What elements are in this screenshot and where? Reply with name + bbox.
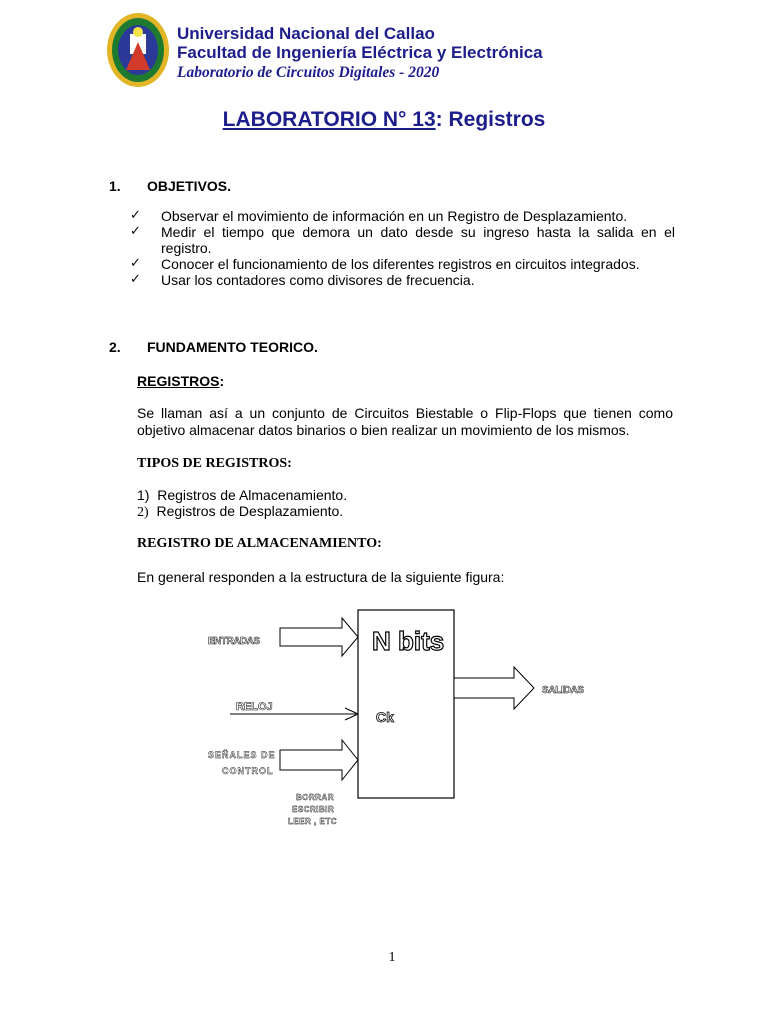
objective-text: Medir el tiempo que demora un dato desde su ingreso hasta la salida en el registro. xyxy=(161,224,675,256)
objectives-list xyxy=(130,208,675,288)
title-suffix: : Registros xyxy=(435,108,546,131)
checkmark-icon: ✓ xyxy=(130,208,141,223)
salidas-label: SALIDAS xyxy=(542,685,584,696)
register-diagram xyxy=(200,600,620,840)
salidas-arrow xyxy=(454,667,534,709)
checkmark-icon: ✓ xyxy=(130,272,141,287)
section-2-number: 2. xyxy=(109,339,121,355)
borrar-label: BORRAR xyxy=(296,793,335,802)
section-1-title: OBJETIVOS. xyxy=(147,178,232,194)
faculty-name: Facultad de Ingeniería Eléctrica y Electrónica xyxy=(177,43,543,62)
university-logo xyxy=(106,12,170,88)
box-label: N bits xyxy=(372,626,445,656)
section-2-heading xyxy=(109,339,318,355)
senales-label: SEÑALES DE xyxy=(208,750,276,760)
figure-intro: En general responden a la estructura de la siguiente figura: xyxy=(137,569,505,585)
page-number: 1 xyxy=(388,950,396,965)
control-arrow xyxy=(280,740,358,780)
tipo-item-2 xyxy=(137,503,343,522)
university-name: Universidad Nacional del Callao xyxy=(177,24,435,43)
registros-heading xyxy=(137,373,224,389)
control-label: CONTROL xyxy=(222,766,274,776)
entradas-label: ENTRADAS xyxy=(208,636,260,647)
tipo-number: 2) xyxy=(137,505,149,520)
objective-text: Observar el movimiento de información en un Registro de Desplazamiento. xyxy=(161,208,628,224)
tipo-number: 1) xyxy=(137,487,150,503)
checkmark-icon: ✓ xyxy=(130,224,141,239)
section-1-heading xyxy=(109,178,231,194)
tipo-text: Registros de Almacenamiento. xyxy=(157,487,348,503)
list-item xyxy=(130,256,675,272)
lab-name: Laboratorio de Circuitos Digitales - 2020 xyxy=(177,64,440,81)
checkmark-icon: ✓ xyxy=(130,256,141,271)
leer-label: LEER , ETC xyxy=(288,817,338,826)
registros-colon: : xyxy=(219,373,225,389)
entradas-arrow xyxy=(280,618,358,656)
list-item xyxy=(130,272,675,288)
section-1-number: 1. xyxy=(109,178,121,194)
almacenamiento-heading: REGISTRO DE ALMACENAMIENTO: xyxy=(137,536,382,551)
section-2-title: FUNDAMENTO TEORICO. xyxy=(147,339,318,355)
tipo-text: Registros de Desplazamiento xyxy=(156,503,340,519)
page-title xyxy=(0,108,768,132)
tipo-item-1 xyxy=(137,487,347,504)
tipo-end: . xyxy=(339,505,343,520)
registros-label: REGISTROS xyxy=(137,373,220,389)
title-prefix: LABORATORIO N° 13 xyxy=(222,108,436,131)
objective-text: Conocer el funcionamiento de los diferentes registros en circuitos integrados. xyxy=(161,256,640,272)
registros-paragraph: Se llaman así a un conjunto de Circuitos Biestable o Flip-Flops que tienen como objetivo almacenar datos binarios o bien realizar un movimiento de los mismos. xyxy=(137,405,673,438)
clock-label: Ck xyxy=(376,709,394,725)
list-item xyxy=(130,224,675,256)
reloj-label: RELOJ xyxy=(236,701,273,713)
tipos-heading: TIPOS DE REGISTROS: xyxy=(137,456,292,471)
objective-text: Usar los contadores como divisores de frecuencia. xyxy=(161,272,475,288)
escribir-label: ESCRIBIR xyxy=(292,805,335,814)
list-item xyxy=(130,208,675,224)
